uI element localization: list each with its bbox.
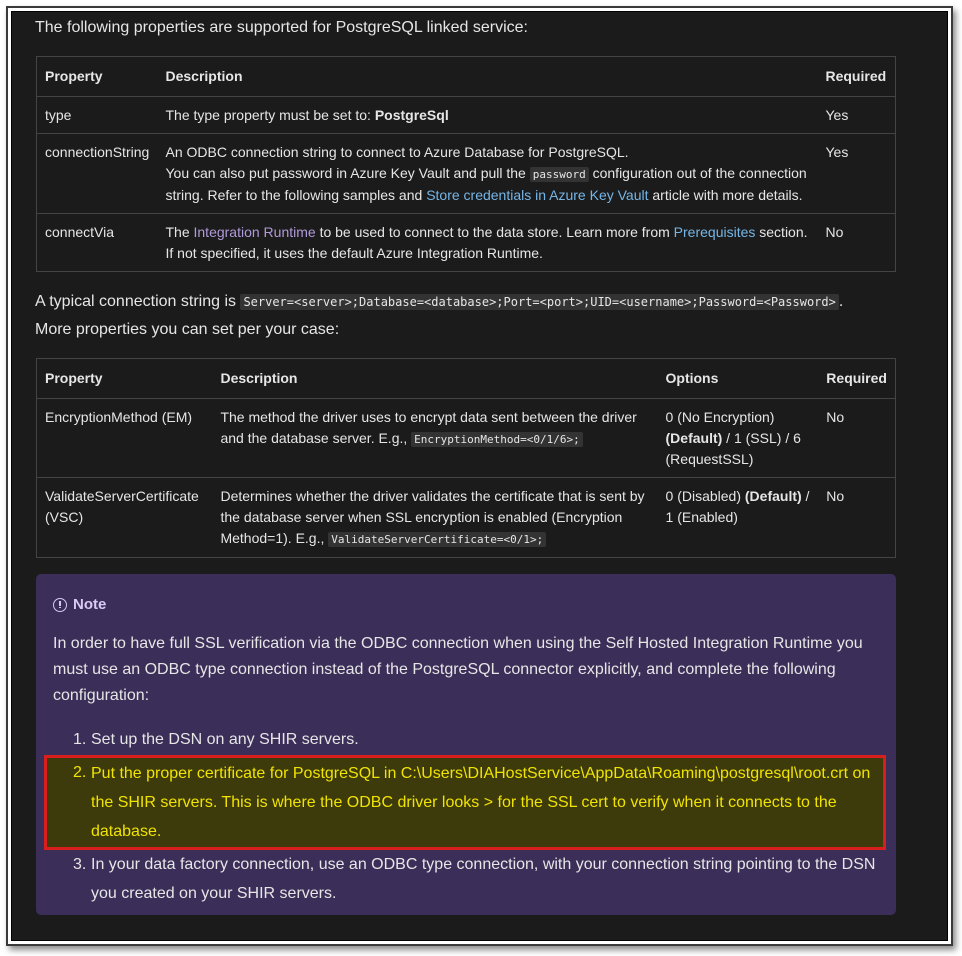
table-row xyxy=(37,214,896,272)
typical-connection-paragraph xyxy=(35,288,843,343)
description-cell xyxy=(212,478,657,558)
inline-code: EncryptionMethod=<0/1/6>; xyxy=(411,432,583,447)
list-item xyxy=(53,725,883,754)
column-header-description: Description xyxy=(157,57,817,97)
required-cell: No xyxy=(818,478,895,558)
store-credentials-link[interactable]: Store credentials in Azure Key Vault xyxy=(426,187,649,203)
property-cell: type xyxy=(37,97,158,134)
table-header-row xyxy=(37,57,896,97)
description-text: section. If not specified, it uses the default Azure Integration Runtime. xyxy=(165,224,808,261)
note-callout xyxy=(36,574,896,915)
options-text: 0 (No Encryption) xyxy=(665,409,775,425)
table-row xyxy=(37,134,896,214)
typical-suffix: . xyxy=(838,293,844,310)
options-text: 0 (Disabled) xyxy=(665,488,745,504)
table-header-row xyxy=(37,359,896,399)
options-text: / 1 (SSL) / 6 (RequestSSL) xyxy=(665,430,801,467)
property-cell: connectVia xyxy=(37,214,158,272)
document-content xyxy=(11,11,948,941)
default-label: (Default) xyxy=(744,488,802,504)
required-cell: No xyxy=(818,399,895,478)
table-row xyxy=(37,478,896,558)
note-title xyxy=(53,594,106,615)
more-properties-text: More properties you can set per your case: xyxy=(35,321,340,338)
required-cell: Yes xyxy=(817,97,895,134)
screenshot-frame xyxy=(6,6,953,946)
highlighted-list-item xyxy=(47,758,883,847)
column-header-options: Options xyxy=(658,359,819,399)
table-row xyxy=(37,399,896,478)
description-text: The xyxy=(165,224,194,240)
connection-string-code: Server=<server>;Database=<database>;Port=<port>;UID=<username>;Password=<Password> xyxy=(240,294,838,310)
options-cell xyxy=(658,399,819,478)
note-title-label: Note xyxy=(73,596,107,613)
column-header-property: Property xyxy=(37,57,158,97)
additional-properties-table xyxy=(36,358,896,558)
list-number: 2. xyxy=(73,764,87,781)
note-body: In order to have full SSL verification via the ODBC connection when using the Self Hosted Integration Runtime you must use an ODBC type connection instead of the PostgreSQL connector explicitly, and complete the following configuration: xyxy=(53,635,863,704)
list-number: 3. xyxy=(73,856,87,873)
integration-runtime-link[interactable]: Integration Runtime xyxy=(193,224,316,240)
required-cell: No xyxy=(817,214,895,272)
options-cell xyxy=(658,478,819,558)
description-text: to be used to connect to the data store. Learn more from xyxy=(315,224,674,240)
column-header-required: Required xyxy=(818,359,895,399)
info-icon xyxy=(53,598,67,612)
column-header-property: Property xyxy=(37,359,213,399)
required-cell: Yes xyxy=(817,134,895,214)
description-text: Determines whether the driver validates the certificate that is sent by the database server when SSL encryption is enabled (Encryption Method=1). E.g., xyxy=(220,488,645,546)
description-text: configuration out of the connection string. Refer to the following samples and xyxy=(165,165,807,203)
property-cell: connectionString xyxy=(37,134,158,214)
note-steps-list xyxy=(53,725,883,908)
list-item-text: In your data factory connection, use an ODBC type connection, with your connection string pointing to the DSN you created on your SHIR servers. xyxy=(91,856,876,902)
typical-prefix: A typical connection string is xyxy=(35,293,241,310)
description-text: The type property must be set to: xyxy=(165,107,375,123)
list-item-text: Set up the DSN on any SHIR servers. xyxy=(91,731,359,748)
intro-text: The following properties are supported for PostgreSQL linked service: xyxy=(35,19,528,36)
list-item xyxy=(53,850,883,908)
table-row xyxy=(37,97,896,134)
description-cell xyxy=(157,134,817,214)
description-cell xyxy=(212,399,657,478)
default-label: (Default) xyxy=(665,430,723,446)
prerequisites-link[interactable]: Prerequisites xyxy=(673,224,756,240)
linked-service-properties-table xyxy=(36,56,896,272)
options-text: / 1 (Enabled) xyxy=(665,488,810,525)
inline-code: password xyxy=(530,167,589,182)
description-text: article with more details. xyxy=(648,187,803,203)
description-text: The method the driver uses to encrypt data sent between the driver and the database server. E.g., xyxy=(220,409,637,446)
property-cell: ValidateServerCertificate (VSC) xyxy=(37,478,213,558)
description-cell xyxy=(157,214,817,272)
description-cell xyxy=(157,97,817,134)
property-cell: EncryptionMethod (EM) xyxy=(37,399,213,478)
description-text: You can also put password in Azure Key Vault and pull the xyxy=(165,165,530,181)
type-value: PostgreSql xyxy=(374,107,449,123)
list-item-text: Put the proper certificate for PostgreSQL in C:\Users\DIAHostService\AppData\Roaming\postgresql\root.crt on the SHIR servers. This is where the ODBC driver looks > for the SSL cert to verify when it connects to the database. xyxy=(91,765,871,840)
list-number: 1. xyxy=(73,731,87,748)
inline-code: ValidateServerCertificate=<0/1>; xyxy=(328,532,546,547)
description-text: An ODBC connection string to connect to Azure Database for PostgreSQL. xyxy=(165,144,629,160)
column-header-required: Required xyxy=(817,57,895,97)
column-header-description: Description xyxy=(212,359,657,399)
